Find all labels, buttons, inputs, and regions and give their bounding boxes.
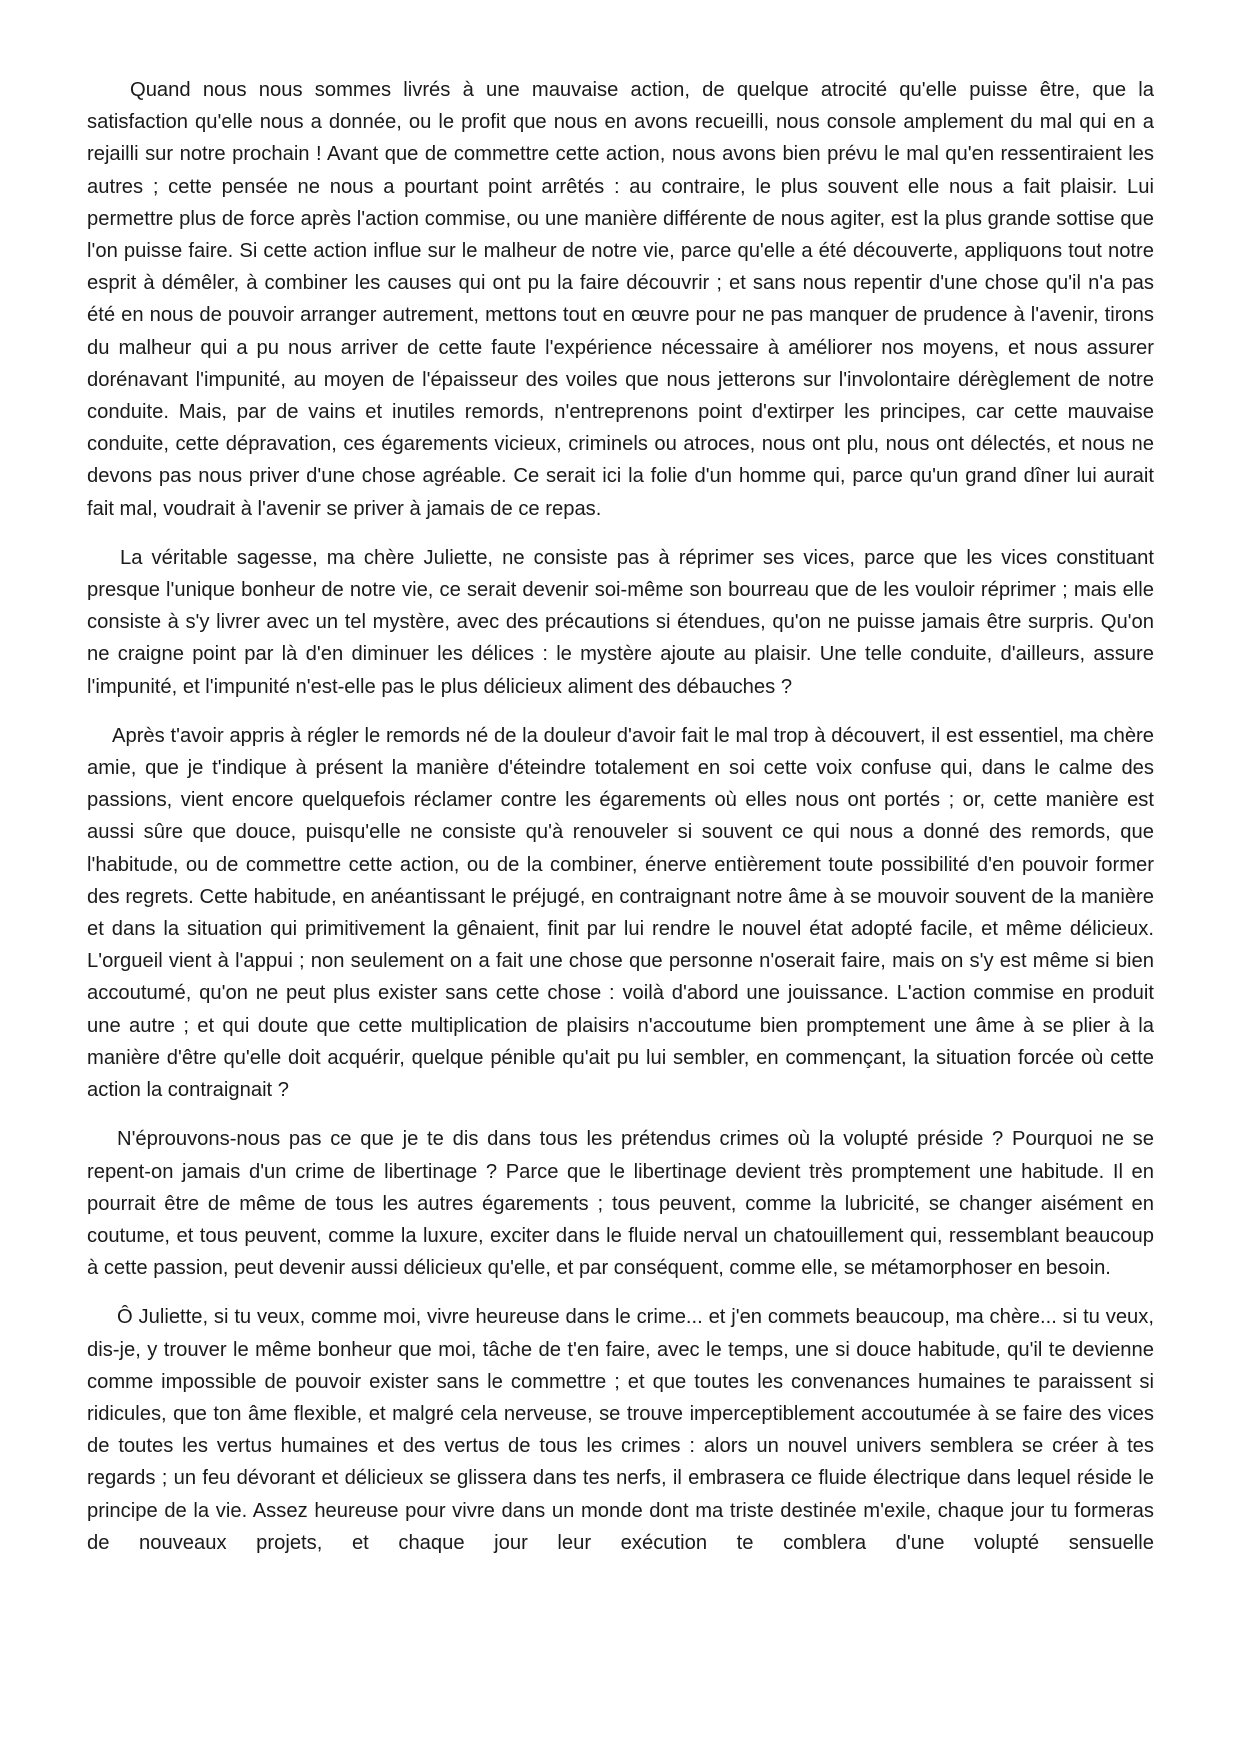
paragraph: Ô Juliette, si tu veux, comme moi, vivre heureuse dans le crime... et j'en commets beaucoup, ma chère... si tu veux, dis-je, y trouver le même bonheur que moi, tâche de t'en faire, avec le temps, une si douce habitude, qu'il te devienne comme impossible de pouvoir exister sans le commettre ; et que toutes les convenances humaines te paraissent si ridicules, que ton âme flexible, et malgré cela nerveuse, se trouve imperceptiblement accoutumée à se faire des vices de toutes les vertus humaines et des vertus de tous les crimes : alors un nouvel univers semblera se créer à tes regards ; un feu dévorant et délicieux se glissera dans tes nerfs, il embrasera ce fluide électrique dans lequel réside le principe de la vie. Assez heureuse pour vivre dans un monde dont ma triste destinée m'exile, chaque jour tu formeras de nouveaux projets, et chaque jour leur exécution te comblera d'une volupté sensuelle <box>87 1306 1154 1554</box>
paragraph: Après t'avoir appris à régler le remords né de la douleur d'avoir fait le mal trop à découvert, il est essentiel, ma chère amie, que je t'indique à présent la manière d'éteindre totalement en soi cette voix confuse qui, dans le calme des passions, vient encore quelquefois réclamer contre les égarements où elles nous ont portés ; or, cette manière est aussi sûre que douce, puisqu'elle ne consiste qu'à renouveler si souvent ce qui nous a donné des remords, que l'habitude, ou de commettre cette action, ou de la combiner, énerve entièrement toute possibilité d'en pouvoir former des regrets. Cette habitude, en anéantissant le préjugé, en contraignant notre âme à se mouvoir souvent de la manière et dans la situation qui primitivement la gênaient, finit par lui rendre le nouvel état adopté facile, et même délicieux. L'orgueil vient à l'appui ; non seulement on a fait une chose que personne n'oserait faire, mais on s'y est même si bien accoutumé, qu'on ne peut plus exister sans cette chose : voilà d'abord une jouissance. L'action commise en produit une autre ; et qui doute que cette multiplication de plaisirs n'accoutume bien promptement une âme à se plier à la manière d'être qu'elle doit acquérir, quelque pénible qu'ait pu lui sembler, en commençant, la situation forcée où cette action la contraignait ? <box>87 724 1154 1102</box>
paragraph: N'éprouvons-nous pas ce que je te dis dans tous les prétendus crimes où la volupté préside ? Pourquoi ne se repent-on jamais d'un crime de libertinage ? Parce que le libertinage devient très promptement une habitude. Il en pourrait être de même de tous les autres égarements ; tous peuvent, comme la lubricité, se changer aisément en coutume, et tous peuvent, comme la luxure, exciter dans le fluide nerval un chatouillement qui, ressemblant beaucoup à cette passion, peut devenir aussi délicieux qu'elle, et par conséquent, comme elle, se métamorphoser en besoin. <box>87 1128 1154 1280</box>
paragraph: Quand nous nous sommes livrés à une mauvaise action, de quelque atrocité qu'elle puisse être, que la satisfaction qu'elle nous a donnée, ou le profit que nous en avons recueilli, nous console amplement du mal qui en a rejailli sur notre prochain ! Avant que de commettre cette action, nous avons bien prévu le mal qu'en ressentiraient les autres ; cette pensée ne nous a pourtant point arrêtés : au contraire, le plus souvent elle nous a fait plaisir. Lui permettre plus de force après l'action commise, ou une manière différente de nous agiter, est la plus grande sottise que l'on puisse faire. Si cette action influe sur le malheur de notre vie, parce qu'elle a été découverte, appliquons tout notre esprit à démêler, à combiner les causes qui ont pu la faire découvrir ; et sans nous repentir d'une chose qu'il n'a pas été en nous de pouvoir arranger autrement, mettons tout en œuvre pour ne pas manquer de prudence à l'avenir, tirons du malheur qui a pu nous arriver de cette faute l'expérience nécessaire à améliorer nos moyens, et nous assurer dorénavant l'impunité, au moyen de l'épaisseur des voiles que nous jetterons sur l'involontaire dérèglement de notre conduite. Mais, par de vains et inutiles remords, n'entreprenons point d'extirper les principes, car cette mauvaise conduite, cette dépravation, ces égarements vicieux, criminels ou atroces, nous ont plu, nous ont délectés, et nous ne devons pas nous priver d'une chose agréable. Ce serait ici la folie d'un homme qui, parce qu'un grand dîner lui aurait fait mal, voudrait à l'avenir se priver à jamais de ce repas. <box>87 79 1154 520</box>
document-page <box>87 74 1154 1559</box>
paragraph: La véritable sagesse, ma chère Juliette, ne consiste pas à réprimer ses vices, parce que les vices constituant presque l'unique bonheur de notre vie, ce serait devenir soi-même son bourreau que de les vouloir réprimer ; mais elle consiste à s'y livrer avec un tel mystère, avec des précautions si étendues, qu'on ne puisse jamais être surpris. Qu'on ne craigne point par là d'en diminuer les délices : le mystère ajoute au plaisir. Une telle conduite, d'ailleurs, assure l'impunité, et l'impunité n'est-elle pas le plus délicieux aliment des débauches ? <box>87 546 1154 698</box>
